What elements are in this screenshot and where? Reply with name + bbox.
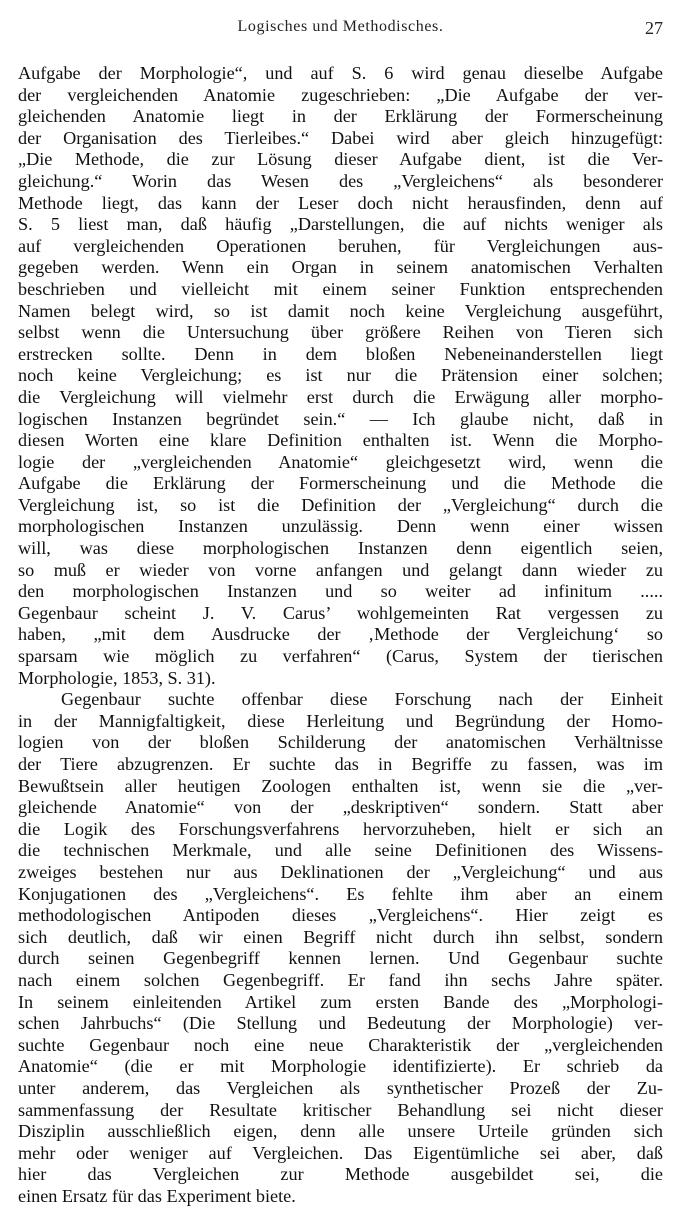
- text-line: Bewußtsein aller heutigen Zoologen enthalten ist, wenn sie die „ver-: [18, 775, 663, 796]
- page-number: 27: [645, 18, 663, 38]
- text-line: hier das Vergleichen zur Methode ausgebildet sei, die: [18, 1164, 663, 1185]
- text-line: der vergleichenden Anatomie zugeschrieben: „Die Aufgabe der ver-: [18, 84, 663, 105]
- text-line: nach einem solchen Gegenbegriff. Er fand ihn sechs Jahre später.: [18, 969, 663, 990]
- text-line: selbst wenn die Untersuchung über größere Reihen von Tieren sich: [18, 322, 663, 343]
- text-line: „Die Methode, die zur Lösung dieser Aufgabe dient, ist die Ver-: [18, 149, 663, 170]
- text-line: zweiges bestehen nur aus Deklinationen der „Vergleichung“ und aus: [18, 861, 663, 882]
- text-line: Methode liegt, das kann der Leser doch nicht herausfinden, denn auf: [18, 192, 663, 213]
- text-line: haben, „mit dem Ausdrucke der ‚Methode der Vergleichung‘ so: [18, 624, 663, 645]
- text-line: so muß er wieder von vorne anfangen und gelangt dann wieder zu: [18, 559, 663, 580]
- text-line: logischen Instanzen begründet sein.“ — Ich glaube nicht, daß in: [18, 408, 663, 429]
- text-line: will, was diese morphologischen Instanzen denn eigentlich seien,: [18, 538, 663, 559]
- text-line: gegeben werden. Wenn ein Organ in seinem anatomischen Verhalten: [18, 257, 663, 278]
- text-line: logie der „vergleichenden Anatomie“ gleichgesetzt wird, wenn die: [18, 451, 663, 472]
- text-line: sparsam wie möglich zu verfahren“ (Carus, System der tierischen: [18, 646, 663, 667]
- text-line: Disziplin ausschließlich eigen, denn alle unsere Urteile gründen sich: [18, 1121, 663, 1142]
- text-line: sich deutlich, daß wir einen Begriff nicht durch ihn selbst, sondern: [18, 926, 663, 947]
- text-line: Aufgabe die Erklärung der Formerscheinung und die Methode die: [18, 473, 663, 494]
- text-line: die technischen Merkmale, und alle seine Definitionen des Wissens-: [18, 840, 663, 861]
- text-line: S. 5 liest man, daß häufig „Darstellungen, die auf nichts weniger als: [18, 214, 663, 235]
- text-line: der Tiere abzugrenzen. Er suchte das in Begriffe zu fassen, was im: [18, 754, 663, 774]
- text-line: sammenfassung der Resultate kritischer Behandlung sei nicht dieser: [18, 1099, 663, 1120]
- text-line: schen Jahrbuchs“ (Die Stellung und Bedeutung der Morphologie) ver-: [18, 1013, 663, 1034]
- text-line: Anatomie“ (die er mit Morphologie identifizierte). Er schrieb da: [18, 1056, 663, 1077]
- text-line: der Organisation des Tierleibes.“ Dabei wird aber gleich hinzugefügt:: [18, 127, 663, 148]
- text-line: Gegenbaur scheint J. V. Carus’ wohlgemeinten Rat vergessen zu: [18, 602, 663, 623]
- text-line: Vergleichung ist, so ist die Definition der „Vergleichung“ durch die: [18, 494, 663, 515]
- text-line: suchte Gegenbaur noch eine neue Charakteristik der „vergleichenden: [18, 1034, 663, 1055]
- text-line: den morphologischen Instanzen und so weiter ad infinitum .....: [18, 581, 663, 602]
- text-line: erstrecken sollte. Denn in dem bloßen Nebeneinanderstellen liegt: [18, 343, 663, 364]
- text-line: logien von der bloßen Schilderung der anatomischen Verhältnisse: [18, 732, 663, 753]
- paragraph-1: [18, 63, 663, 689]
- text-line: gleichung.“ Worin das Wesen des „Vergleichens“ als besonderer: [18, 170, 663, 191]
- text-line: Aufgabe der Morphologie“, und auf S. 6 wird genau dieselbe Aufgabe: [18, 63, 663, 83]
- text-line: gleichenden Anatomie liegt in der Erklärung der Formerscheinung: [18, 106, 663, 127]
- text-line: diesen Worten eine klare Definition enthalten ist. Wenn die Morpho-: [18, 430, 663, 451]
- text-line: in der Mannigfaltigkeit, diese Herleitung und Begründung der Homo-: [18, 710, 663, 731]
- text-line: methodologischen Antipoden dieses „Vergleichens“. Hier zeigt es: [18, 905, 663, 926]
- text-line: In seinem einleitenden Artikel zum ersten Bande des „Morphologi-: [18, 991, 663, 1012]
- paragraph-2: [18, 689, 663, 1207]
- running-title: Logisches und Methodisches.: [237, 18, 444, 35]
- text-line: Gegenbaur suchte offenbar diese Forschung nach der Einheit: [61, 689, 663, 710]
- text-line: morphologischen Instanzen unzulässig. Denn wenn einer wissen: [18, 516, 663, 537]
- text-line: durch seinen Gegenbegriff kennen lernen. Und Gegenbaur suchte: [18, 948, 663, 969]
- text-line: gleichende Anatomie“ von der „deskriptiven“ sondern. Statt aber: [18, 797, 663, 818]
- body-text: [18, 63, 663, 1207]
- text-line: die Logik des Forschungsverfahrens hervorzuheben, hielt er sich an: [18, 818, 663, 839]
- page-header: [18, 18, 663, 46]
- text-line: die Vergleichung will vielmehr erst durch die Erwägung aller morpho-: [18, 386, 663, 407]
- text-line: Konjugationen des „Vergleichens“. Es fehlte ihm aber an einem: [18, 883, 663, 904]
- text-line: noch keine Vergleichung; es ist nur die Prätension einer solchen;: [18, 365, 663, 386]
- text-line: Morphologie, 1853, S. 31).: [18, 667, 216, 688]
- text-line: beschrieben und vielleicht mit einem seiner Funktion entsprechenden: [18, 278, 663, 299]
- text-line: einen Ersatz für das Experiment biete.: [18, 1185, 296, 1206]
- text-line: mehr oder weniger auf Vergleichen. Das Eigentümliche sei aber, daß: [18, 1142, 663, 1163]
- text-line: auf vergleichenden Operationen beruhen, für Vergleichungen aus-: [18, 235, 663, 256]
- text-line: Namen belegt wird, so ist damit noch keine Vergleichung ausgeführt,: [18, 300, 663, 321]
- text-line: unter anderem, das Vergleichen als synthetischer Prozeß der Zu-: [18, 1077, 663, 1098]
